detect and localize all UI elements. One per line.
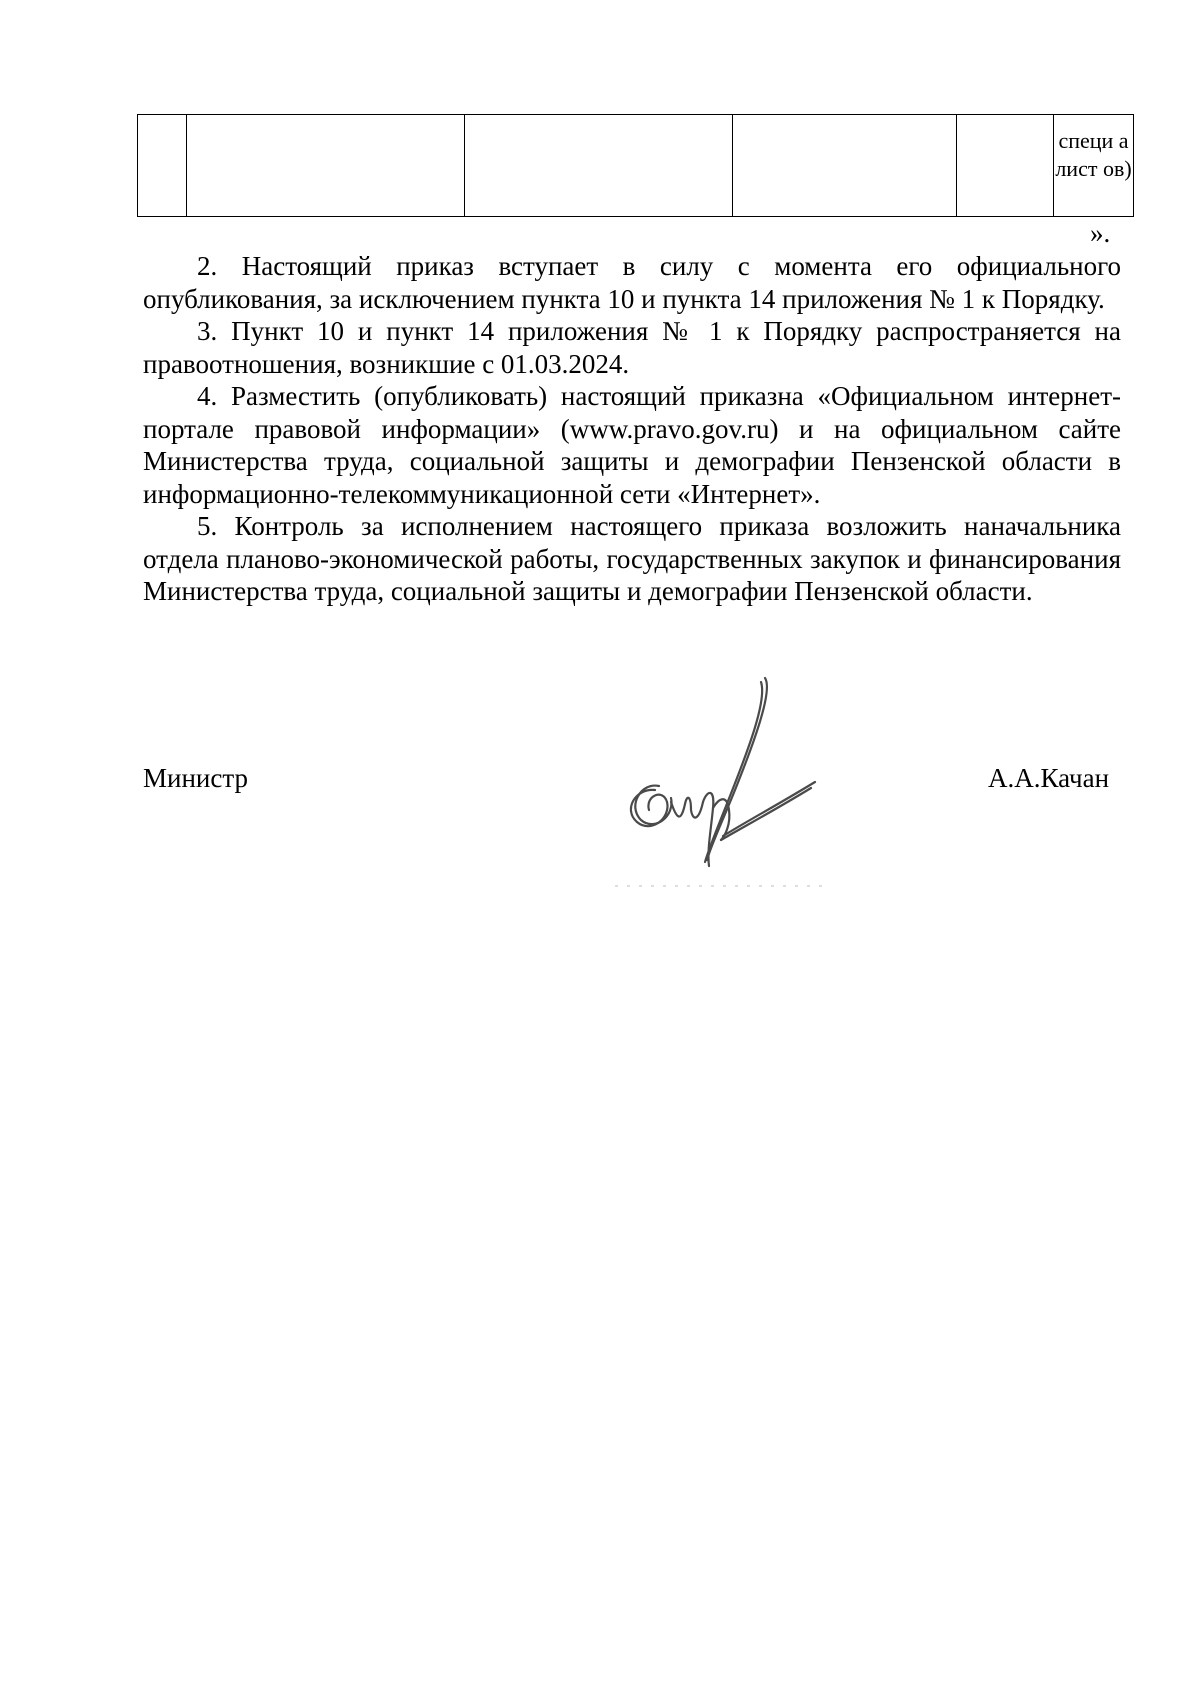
table-cell	[733, 115, 957, 217]
order-body	[143, 250, 1121, 608]
table-cell	[187, 115, 465, 217]
paragraph-2: 2. Настоящий приказ вступает в силу с момента его официального опубликования, за исключением пункта 10 и пункта 14 приложения № 1 к Порядку.	[143, 251, 1121, 314]
signatory-name: А.А.Качан	[988, 763, 1110, 793]
paragraph-5: 5. Контроль за исполнением настоящего приказа возложить наначальника отдела планово-экономической работы, государственных закупок и финансирования Министерства труда, социальной защиты и демографии Пензенской области.	[143, 511, 1121, 606]
table-cell	[138, 115, 187, 217]
paragraph-4: 4. Разместить (опубликовать) настоящий приказна «Официальном интернет-портале правовой информации» (www.pravo.gov.ru) и на официальном сайте Министерства труда, социальной защиты и демографии Пензенской области в информационно-телекоммуникационной сети «Интернет».	[143, 381, 1121, 509]
handwritten-signature-icon	[615, 670, 830, 890]
paragraph-3: 3. Пункт 10 и пункт 14 приложения № 1 к Порядку распространяется на правоотношения, возникшие с 01.03.2024.	[143, 316, 1121, 379]
table-cell-specialists: специ алист ов)	[1054, 115, 1134, 217]
table-fragment	[137, 114, 1134, 217]
table-cell	[465, 115, 733, 217]
signatory-title: Министр	[143, 763, 248, 793]
table-row	[138, 115, 1134, 217]
table-cell	[957, 115, 1054, 217]
closing-quote: ».	[1090, 218, 1111, 248]
